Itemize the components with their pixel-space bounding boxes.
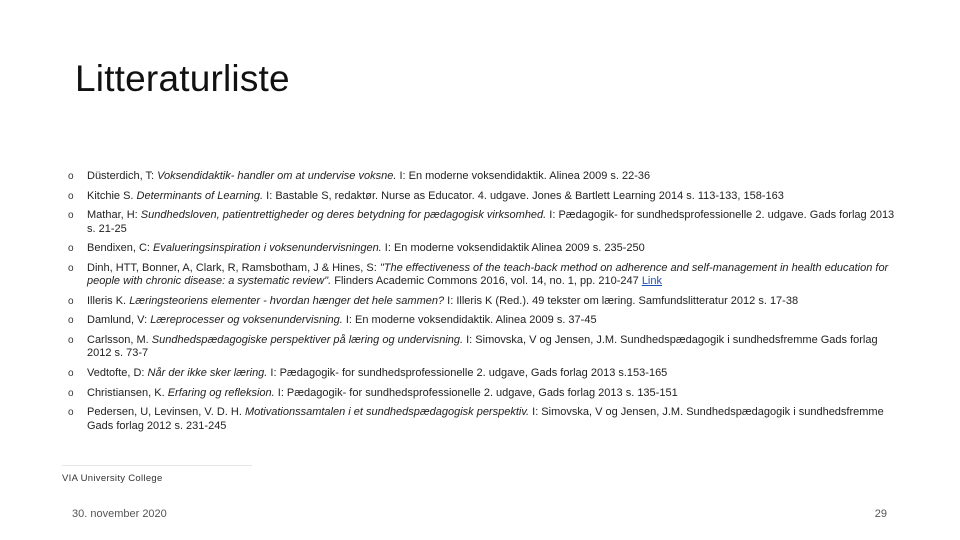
reference-title: Motivationssamtalen i et sundhedspædagogisk perspektiv. [244,406,530,419]
reference-source: I: En moderne voksendidaktik. Alinea 2009 s. 22-36 [396,170,651,182]
slide-title: Litteraturliste [75,58,290,99]
reference-source: I: Simovska, V og Jensen, J.M. Sundhedspædagogik i sundhedsfremme Gads forlag 2012 s. 73-7 [87,333,878,360]
bullet-icon: o [68,334,74,346]
reference-authors: Pedersen, U, Levinsen, V. D. H. [87,406,245,419]
reference-authors: Mathar, H: [87,209,141,222]
list-item [68,170,900,183]
reference-source: I: Pædagogik- for sundhedsprofessionelle 2. udgave, Gads forlag 2013 s.153-165 [267,366,668,379]
list-item [68,314,900,327]
reference-list [68,170,900,439]
reference-title: Erfaring og refleksion. [167,386,275,399]
footer-date: 30. november 2020 [72,508,167,520]
bullet-icon: o [68,315,74,327]
reference-authors: Carlsson, M. [87,333,152,346]
list-item [68,295,900,308]
reference-source: I: En moderne voksendidaktik. Alinea 2009 s. 37-45 [342,314,597,327]
list-item [68,367,900,380]
reference-source: I: Simovska, V og Jensen, J.M. Sundhedspædagogik i sundhedsfremme Gads forlag 2012 s. 231-245 [87,406,884,432]
list-item [68,190,900,203]
reference-title: Voksendidaktik- handler om at undervise voksne. [157,170,397,182]
reference-source: I: Bastable S, redaktør. Nurse as Educator. 4. udgave. Jones & Bartlett Learning 2014 s. 113-133, 158-163 [263,189,784,202]
reference-authors: Düsterdich, T: [87,170,158,182]
reference-source: I: En moderne voksendidaktik Alinea 2009 s. 235-250 [381,242,645,255]
reference-authors: Damlund, V: [87,314,151,327]
reference-title: Læringsteoriens elementer - hvordan hænger det hele sammen? [129,294,445,307]
reference-authors: Kitchie S. [87,189,137,202]
reference-authors: Christiansen, K. [87,386,168,399]
list-item [68,406,900,433]
bullet-icon: o [68,190,74,202]
page-number: 29 [874,508,887,520]
bullet-icon: o [68,367,74,379]
reference-title: Determinants of Learning. [136,189,264,202]
list-item [68,242,900,255]
reference-title: Evalueringsinspiration i voksenundervisningen. [153,242,382,255]
reference-title: Sundhedsloven, patientrettigheder og deres betydning for pædagogisk virksomhed. [140,209,547,222]
list-item [68,334,900,361]
reference-title: Sundhedspædagogiske perspektiver på læring og undervisning. [151,333,464,346]
reference-source: I: Pædagogik- for sundhedsprofessionelle 2. udgave. Gads forlag 2013 s. 21-25 [87,209,895,235]
list-item [68,262,900,289]
bullet-icon: o [68,210,74,222]
bullet-icon: o [68,171,74,182]
reference-authors: Vedtofte, D: [87,366,148,379]
bullet-icon: o [68,295,74,307]
bullet-icon: o [68,243,74,255]
reference-title: Når der ikke sker læring. [147,366,268,379]
reference-title: Læreprocesser og voksenundervisning. [150,314,343,327]
reference-title: "The effectiveness of the teach-back method on adherence and self-management in health education for people with chronic disease: a systematic review". [87,261,889,288]
reference-link[interactable]: Link [641,275,662,288]
reference-authors: Bendixen, C: [87,242,154,255]
reference-source: I: Pædagogik- for sundhedsprofessionelle 2. udgave, Gads forlag 2013 s. 135-151 [274,386,678,399]
list-item [68,387,900,400]
university-logo: VIA University College [62,473,163,484]
footer-divider [62,465,252,466]
bullet-icon: o [68,387,74,399]
reference-source: Flinders Academic Commons 2016, vol. 14, no. 1, pp. 210-247 [331,275,642,288]
reference-authors: Illeris K. [87,294,130,307]
list-item [68,209,900,236]
reference-authors: Dinh, HTT, Bonner, A, Clark, R, Ramsbotham, J & Hines, S: [87,261,380,274]
bullet-icon: o [68,262,74,274]
bullet-icon: o [68,407,74,419]
reference-source: I: Illeris K (Red.). 49 tekster om læring. Samfundslitteratur 2012 s. 17-38 [444,294,799,307]
